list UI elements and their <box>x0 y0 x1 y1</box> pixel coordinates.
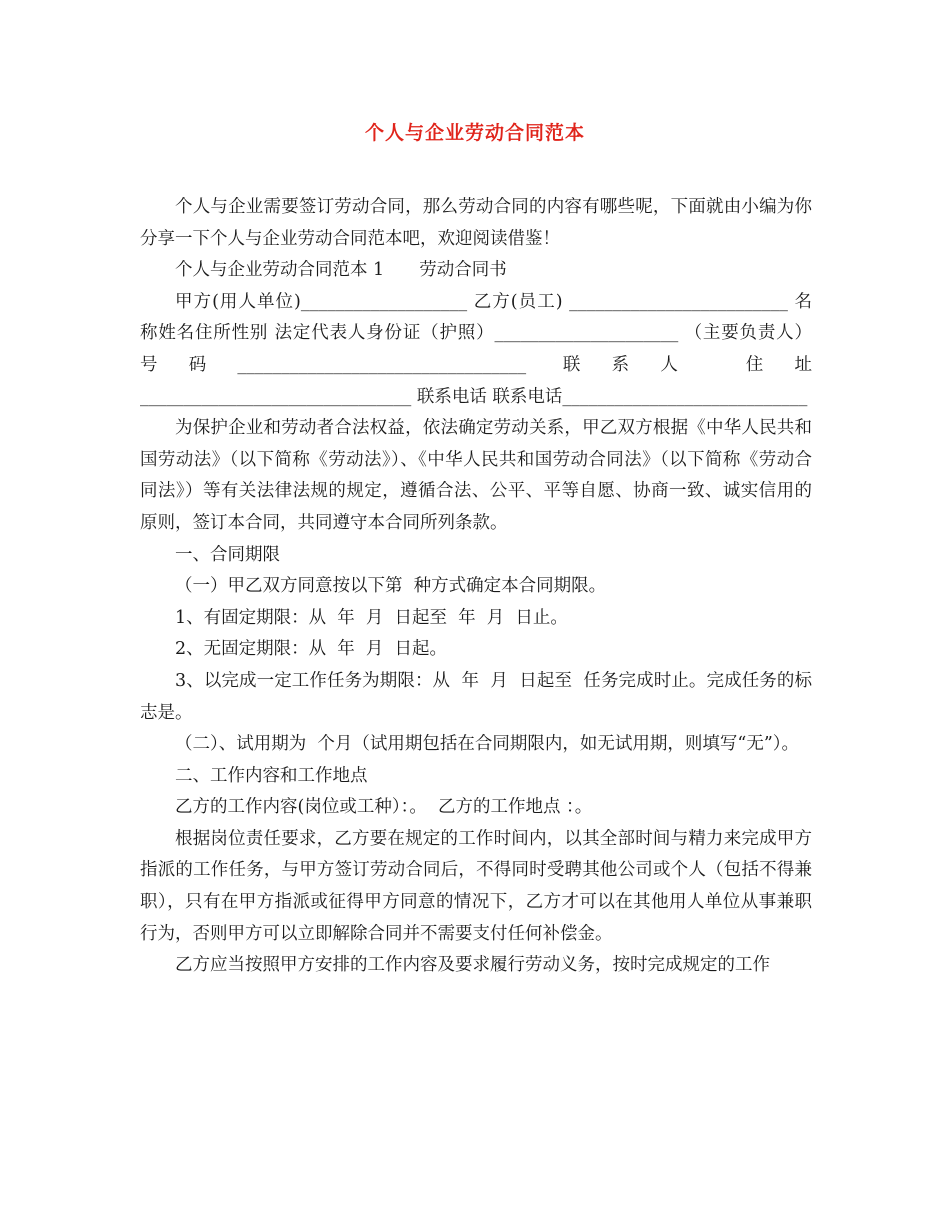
document-body <box>140 192 818 982</box>
paragraph-contract-heading: 个人与企业劳动合同范本 1 劳动合同书 <box>175 260 507 281</box>
paragraph-purpose: 为保护企业和劳动者合法权益，依法确定劳动关系，甲乙双方根据《中华人民共和国劳动法》（以下简称《劳动法》）、《中华人民共和国劳动合同法》（以下简称《劳动合同法》）等有关法律法规的规定，遵循合法、公平、平等自愿、协商一致、诚实信用的原则，签订本合同，共同遵守本合同所列条款。 <box>140 418 812 533</box>
paragraph-open-term: 2、无固定期限：从 年 月 日起。 <box>175 639 448 660</box>
paragraph-fixed-term: 1、有固定期限：从 年 月 日起至 年 月 日止。 <box>175 607 568 628</box>
section-heading-work: 二、工作内容和工作地点 <box>175 765 368 786</box>
paragraph-party-info: 甲方(用人单位)___________________ 乙方(员工) _________________________ 名称姓名住所性别 法定代表人身份证（护照）_____________________ （主要负责人） 号码_________________________________ 联系人 住址 _______________________________ 联系电话 联系电话____________________________ <box>140 291 818 407</box>
paragraph-term-method: （一）甲乙双方同意按以下第 种方式确定本合同期限。 <box>175 576 607 597</box>
section-heading-term: 一、合同期限 <box>175 544 280 565</box>
paragraph-task-term: 3、以完成一定工作任务为期限：从 年 月 日起至 任务完成时止。完成任务的标志是。 <box>140 670 812 723</box>
paragraph-work-content: 乙方的工作内容(岗位或工种）：。 乙方的工作地点 ：。 <box>175 797 593 818</box>
paragraph-obligation: 乙方应当按照甲方安排的工作内容及要求履行劳动义务，按时完成规定的工作 <box>175 955 770 976</box>
paragraph-responsibility: 根据岗位责任要求，乙方要在规定的工作时间内，以其全部时间与精力来完成甲方指派的工作任务，与甲方签订劳动合同后，不得同时受聘其他公司或个人（包括不得兼职），只有在甲方指派或征得甲方同意的情况下，乙方才可以在其他用人单位从事兼职行为，否则甲方可以立即解除合同并不需要支付任何补偿金。 <box>140 828 812 944</box>
paragraph-probation: （二）、试用期为 个月（试用期包括在合同期限内，如无试用期，则填写“无”）。 <box>175 734 800 755</box>
paragraph-intro: 个人与企业需要签订劳动合同，那么劳动合同的内容有哪些呢，下面就由小编为你分享一下个人与企业劳动合同范本吧，欢迎阅读借鉴！ <box>140 197 812 249</box>
document-title: 个人与企业劳动合同范本 <box>364 122 585 144</box>
